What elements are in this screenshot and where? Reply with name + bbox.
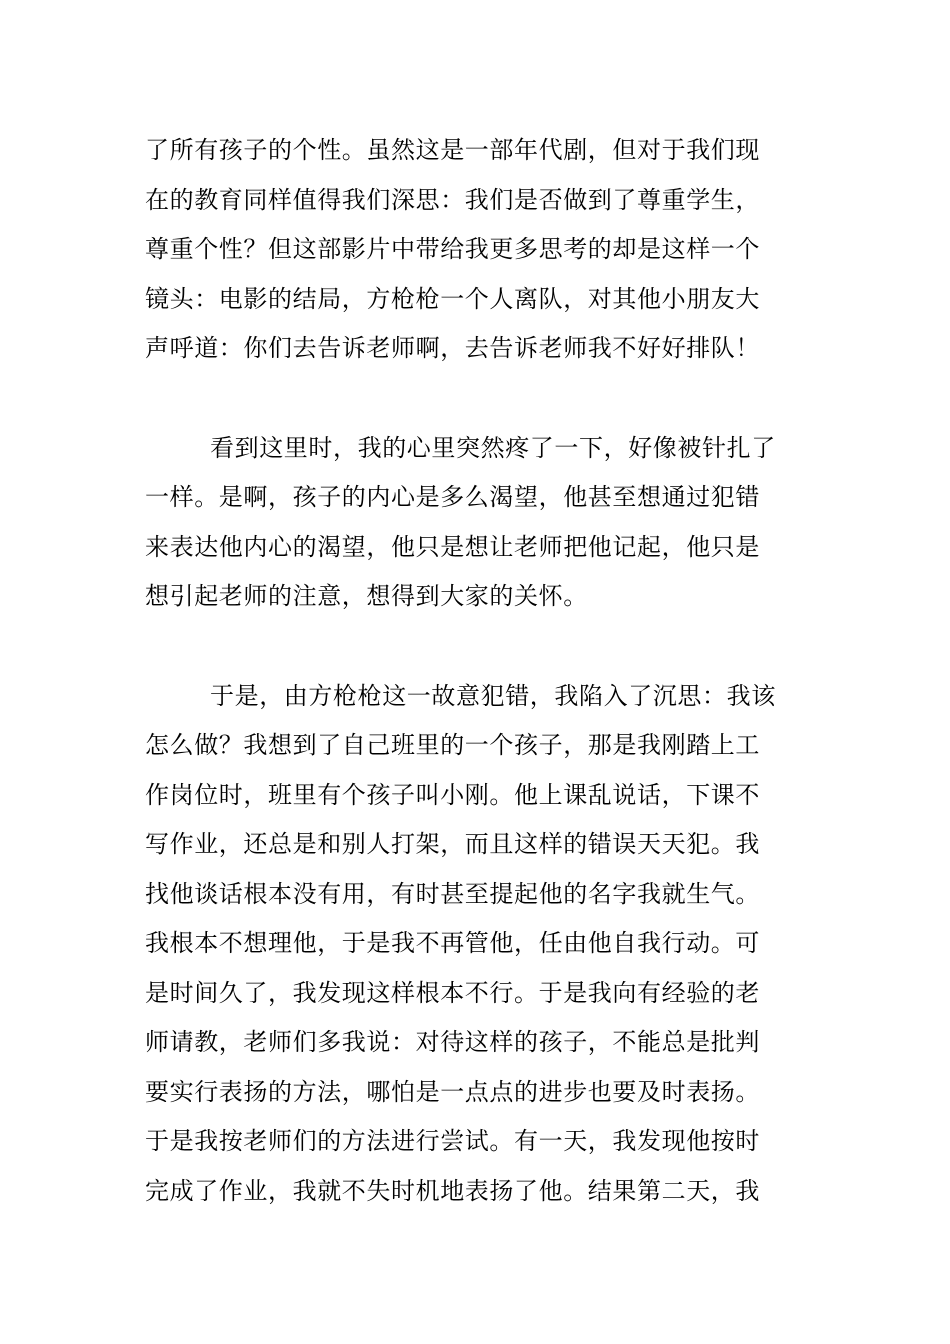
- text-line: 在的教育同样值得我们深思：我们是否做到了尊重学生，: [145, 185, 760, 214]
- text-line: 找他谈话根本没有用，有时甚至提起他的名字我就生气。: [145, 879, 760, 908]
- paragraph-gap: [145, 374, 807, 424]
- text-line: 作岗位时，班里有个孩子叫小刚。他上课乱说话，下课不: [145, 780, 760, 809]
- text-line: 声呼道：你们去告诉老师啊，去告诉老师我不好好排队！: [145, 334, 760, 362]
- text-line: 一样。是啊，孩子的内心是多么渴望，他甚至想通过犯错: [145, 483, 760, 511]
- text-line: 于是我按老师们的方法进行尝试。有一天，我发现他按时: [145, 1127, 760, 1155]
- text-line-indented: 于是，由方枪枪这一故意犯错，我陷入了沉思：我该: [210, 681, 776, 710]
- text-line: 我根本不想理他，于是我不再管他，任由他自我行动。可: [145, 929, 760, 957]
- text-line: 写作业，还总是和别人打架，而且这样的错误天天犯。我: [145, 830, 760, 858]
- paragraph-1: [145, 126, 807, 374]
- text-line: 完成了作业，我就不失时机地表扬了他。结果第二天，我: [145, 1176, 760, 1205]
- paragraph-gap: [145, 622, 807, 672]
- text-line: 尊重个性？但这部影片中带给我更多思考的却是这样一个: [145, 235, 760, 263]
- text-line: 了所有孩子的个性。虽然这是一部年代剧，但对于我们现: [145, 136, 760, 164]
- text-line-indented: 看到这里时，我的心里突然疼了一下，好像被针扎了: [210, 433, 776, 462]
- text-line: 要实行表扬的方法，哪怕是一点点的进步也要及时表扬。: [145, 1077, 760, 1106]
- paragraph-2: [145, 424, 807, 622]
- text-line: 是时间久了，我发现这样根本不行。于是我向有经验的老: [145, 978, 760, 1007]
- document-page: [145, 126, 807, 1216]
- paragraph-3: [145, 672, 807, 1217]
- text-line: 来表达他内心的渴望，他只是想让老师把他记起，他只是: [145, 532, 760, 561]
- text-line: 师请教，老师们多我说：对待这样的孩子，不能总是批判: [145, 1028, 760, 1056]
- text-line: 镜头：电影的结局，方枪枪一个人离队，对其他小朋友大: [145, 284, 760, 313]
- text-line: 想引起老师的注意，想得到大家的关怀。: [145, 582, 588, 610]
- text-line: 怎么做？我想到了自己班里的一个孩子，那是我刚踏上工: [145, 731, 760, 759]
